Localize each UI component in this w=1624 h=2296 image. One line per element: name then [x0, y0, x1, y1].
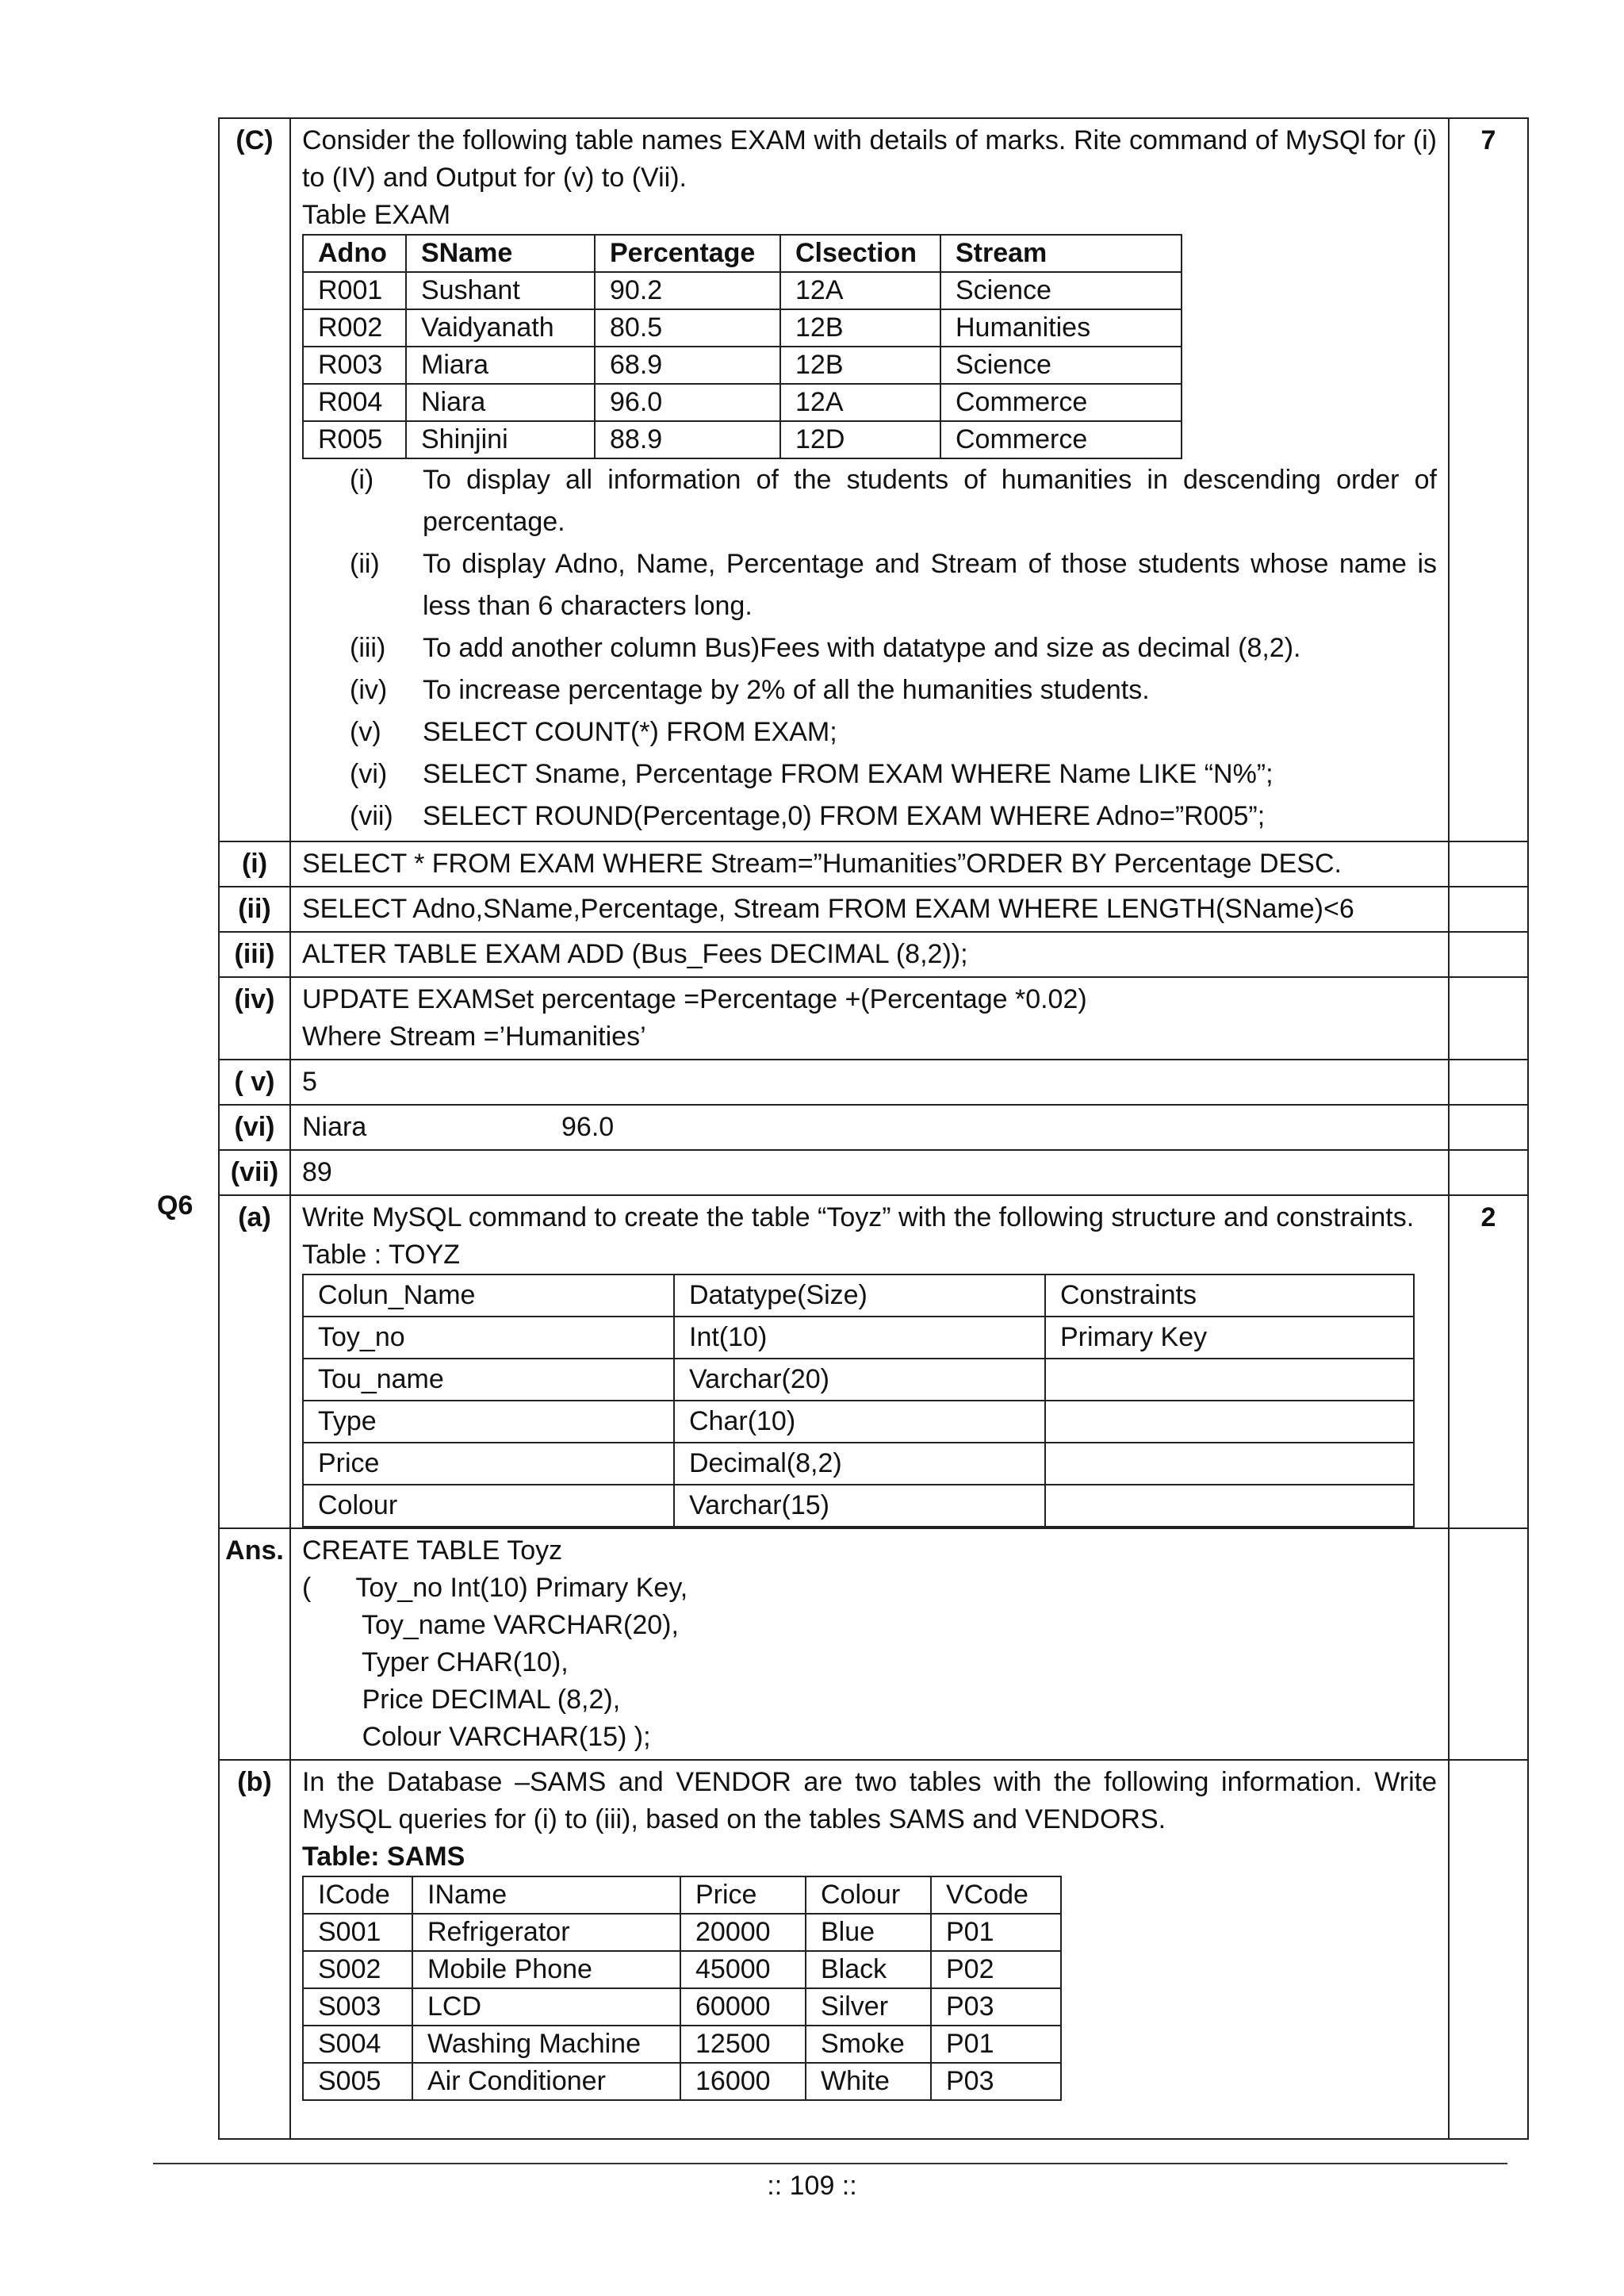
sams-cell: 60000: [680, 1988, 806, 2026]
answer-label: ( v): [219, 1060, 290, 1105]
toyz-cell: Varchar(15): [674, 1485, 1045, 1527]
exam-cell: 96.0: [595, 384, 780, 421]
table-row: [303, 2063, 1061, 2100]
part-a-label: (a): [219, 1195, 290, 1528]
table-row: [303, 1988, 1061, 2026]
part-a-answer-content: [290, 1528, 1449, 1760]
sub-question-number: (ii): [350, 549, 380, 579]
sub-question-number: (vi): [350, 759, 388, 789]
question-number: Q6: [157, 1190, 193, 1221]
sams-cell: Smoke: [806, 2026, 931, 2063]
sams-cell: Refrigerator: [412, 1914, 680, 1951]
answer-marks: [1449, 1150, 1528, 1195]
toyz-cell: Char(10): [674, 1401, 1045, 1443]
exam-cell: 12A: [780, 384, 940, 421]
answer-row: [219, 977, 1528, 1060]
answer-text: ALTER TABLE EXAM ADD (Bus_Fees DECIMAL (8,2));: [290, 932, 1449, 977]
exam-table-title: Table EXAM: [302, 200, 451, 230]
table-row: [303, 1401, 1414, 1443]
sams-cell: Silver: [806, 1988, 931, 2026]
answer-label: (ii): [219, 887, 290, 932]
sams-header-cell: VCode: [931, 1876, 1061, 1914]
sub-question-text: To add another column Bus)Fees with datatype and size as decimal (8,2).: [423, 633, 1301, 663]
answer-content: [290, 1105, 1449, 1150]
exam-cell: Commerce: [940, 384, 1182, 421]
toyz-cell: Type: [303, 1401, 674, 1443]
toyz-header-cell: Datatype(Size): [674, 1274, 1045, 1317]
answer-row: [219, 932, 1528, 977]
answer-content: [290, 977, 1449, 1060]
exam-header-cell: Stream: [940, 235, 1182, 272]
sams-cell: 45000: [680, 1951, 806, 1988]
sams-cell: Black: [806, 1951, 931, 1988]
answer-row: [219, 1060, 1528, 1105]
exam-header-cell: Clsection: [780, 235, 940, 272]
table-row: [303, 1914, 1061, 1951]
code-line: ( Toy_no Int(10) Primary Key,: [302, 1573, 688, 1603]
sub-question-number: (vii): [350, 801, 393, 831]
sams-cell: P02: [931, 1951, 1061, 1988]
toyz-cell: Toy_no: [303, 1317, 674, 1359]
sams-table-header: [303, 1876, 1061, 1914]
sams-header-cell: Colour: [806, 1876, 931, 1914]
table-row: [303, 421, 1182, 458]
toyz-cell: Varchar(20): [674, 1359, 1045, 1401]
table-row: [303, 384, 1182, 421]
table-row: [303, 1359, 1414, 1401]
toyz-table-title: Table : TOYZ: [302, 1240, 461, 1270]
sams-cell: S004: [303, 2026, 412, 2063]
toyz-cell: Price: [303, 1443, 674, 1485]
answer-label: (iii): [219, 932, 290, 977]
exam-table-header: [303, 235, 1182, 272]
sams-cell: LCD: [412, 1988, 680, 2026]
part-b-label: (b): [219, 1760, 290, 2139]
sams-header-cell: IName: [412, 1876, 680, 1914]
sams-header-cell: Price: [680, 1876, 806, 1914]
part-c-intro: Consider the following table names EXAM with details of marks. Rite command of MySQl for (i) to (IV) and Output for (v) to (Vii).: [302, 125, 1437, 193]
sub-question-text: To display all information of the students of humanities in descending order of percentage.: [423, 465, 1437, 537]
sub-question-number: (v): [350, 717, 381, 747]
toyz-header-cell: Colun_Name: [303, 1274, 674, 1317]
sub-question-text: SELECT ROUND(Percentage,0) FROM EXAM WHERE Adno=”R005”;: [423, 801, 1266, 831]
sams-cell: 20000: [680, 1914, 806, 1951]
sams-cell: S001: [303, 1914, 412, 1951]
answer-row: [219, 1150, 1528, 1195]
sub-question-text: To display Adno, Name, Percentage and Stream of those students whose name is less than 6 characters long.: [423, 549, 1437, 621]
exam-cell: 12A: [780, 272, 940, 309]
part-a-intro: Write MySQL command to create the table “Toyz” with the following structure and constraints.: [302, 1202, 1415, 1232]
exam-cell: Miara: [406, 347, 595, 384]
part-c-label: (C): [219, 118, 290, 841]
answer-text: Niara: [302, 1112, 367, 1142]
sams-cell: 12500: [680, 2026, 806, 2063]
exam-table: [302, 234, 1182, 459]
list-item: [350, 711, 1437, 753]
part-b-marks: [1449, 1760, 1528, 2139]
code-line: Colour VARCHAR(15) );: [302, 1722, 651, 1752]
sams-cell: P03: [931, 1988, 1061, 2026]
exam-header-cell: Percentage: [595, 235, 780, 272]
exam-cell: Commerce: [940, 421, 1182, 458]
sams-cell: P01: [931, 1914, 1061, 1951]
code-line: CREATE TABLE Toyz: [302, 1535, 563, 1566]
answer-text: SELECT * FROM EXAM WHERE Stream=”Humanities”ORDER BY Percentage DESC.: [290, 841, 1449, 887]
sams-cell: P03: [931, 2063, 1061, 2100]
part-a-row: [219, 1195, 1528, 1528]
exam-cell: Humanities: [940, 309, 1182, 347]
sams-table: [302, 1876, 1062, 2101]
table-row: [303, 347, 1182, 384]
table-row: [303, 1443, 1414, 1485]
toyz-cell: Int(10): [674, 1317, 1045, 1359]
toyz-cell: Colour: [303, 1485, 674, 1527]
sams-cell: 16000: [680, 2063, 806, 2100]
part-a-answer-row: [219, 1528, 1528, 1760]
part-b-row: [219, 1760, 1528, 2139]
exam-cell: 12D: [780, 421, 940, 458]
answer-marks: [1449, 977, 1528, 1060]
toyz-cell: [1045, 1443, 1414, 1485]
sams-cell: P01: [931, 2026, 1061, 2063]
answer-text: 89: [290, 1150, 1449, 1195]
exam-cell: Sushant: [406, 272, 595, 309]
exam-cell: 12B: [780, 309, 940, 347]
table-row: [303, 1317, 1414, 1359]
exam-header-cell: SName: [406, 235, 595, 272]
answer-text: 5: [290, 1060, 1449, 1105]
list-item: [350, 669, 1437, 711]
sub-question-text: SELECT COUNT(*) FROM EXAM;: [423, 717, 837, 747]
table-row: [303, 309, 1182, 347]
list-item: [350, 627, 1437, 669]
sub-question-number: (iii): [350, 633, 386, 663]
exam-cell: 12B: [780, 347, 940, 384]
exam-cell: 88.9: [595, 421, 780, 458]
part-a-marks: 2: [1449, 1195, 1528, 1528]
table-row: [303, 272, 1182, 309]
exam-cell: Science: [940, 272, 1182, 309]
answer-label: (vii): [219, 1150, 290, 1195]
answer-row: [219, 887, 1528, 932]
answer-marks: [1449, 932, 1528, 977]
table-row: [303, 1485, 1414, 1527]
answer-label: (iv): [219, 977, 290, 1060]
code-line: Typer CHAR(10),: [302, 1647, 569, 1677]
sams-cell: S005: [303, 2063, 412, 2100]
sams-cell: Air Conditioner: [412, 2063, 680, 2100]
sub-question-number: (iv): [350, 675, 388, 705]
answer-marks: [1449, 841, 1528, 887]
exam-cell: Vaidyanath: [406, 309, 595, 347]
footer-divider: [153, 2163, 1507, 2164]
toyz-table: [302, 1274, 1415, 1527]
sams-cell: Mobile Phone: [412, 1951, 680, 1988]
part-c-content: [290, 118, 1449, 841]
toyz-cell: [1045, 1485, 1414, 1527]
answer-value: 96.0: [561, 1112, 615, 1142]
answer-text: UPDATE EXAMSet percentage =Percentage +(Percentage *0.02): [302, 984, 1087, 1014]
sams-cell: White: [806, 2063, 931, 2100]
sams-table-title: Table: SAMS: [302, 1842, 465, 1872]
exam-cell: 68.9: [595, 347, 780, 384]
sams-cell: Blue: [806, 1914, 931, 1951]
part-a-answer-marks: [1449, 1528, 1528, 1760]
part-b-content: [290, 1760, 1449, 2139]
exam-cell: R003: [303, 347, 406, 384]
table-row: [303, 2026, 1061, 2063]
part-a-answer-label: Ans.: [219, 1528, 290, 1760]
answer-row: [219, 1105, 1528, 1150]
list-item: [350, 795, 1437, 838]
sams-cell: Washing Machine: [412, 2026, 680, 2063]
toyz-cell: Tou_name: [303, 1359, 674, 1401]
answer-text: Where Stream =’Humanities’: [302, 1022, 646, 1052]
answer-marks: [1449, 1060, 1528, 1105]
exam-cell: R002: [303, 309, 406, 347]
toyz-cell: Decimal(8,2): [674, 1443, 1045, 1485]
toyz-cell: [1045, 1359, 1414, 1401]
part-b-intro: In the Database –SAMS and VENDOR are two tables with the following information. Write MySQL queries for (i) to (iii), based on the tables SAMS and VENDORS.: [302, 1767, 1437, 1834]
part-a-content: [290, 1195, 1449, 1528]
answer-marks: [1449, 1105, 1528, 1150]
list-item: [350, 543, 1437, 627]
toyz-cell: [1045, 1401, 1414, 1443]
exam-header-cell: Adno: [303, 235, 406, 272]
sams-header-cell: ICode: [303, 1876, 412, 1914]
sub-question-text: To increase percentage by 2% of all the humanities students.: [423, 675, 1150, 705]
part-c-marks: 7: [1449, 118, 1528, 841]
part-c-row: [219, 118, 1528, 841]
exam-cell: 90.2: [595, 272, 780, 309]
answer-text: SELECT Adno,SName,Percentage, Stream FROM EXAM WHERE LENGTH(SName)<6: [290, 887, 1449, 932]
sams-cell: S002: [303, 1951, 412, 1988]
exam-cell: R005: [303, 421, 406, 458]
exam-cell: Science: [940, 347, 1182, 384]
part-c-question-list: [302, 459, 1437, 838]
page-number: :: 109 ::: [767, 2171, 857, 2201]
toyz-cell: Primary Key: [1045, 1317, 1414, 1359]
list-item: [350, 753, 1437, 795]
list-item: [350, 459, 1437, 543]
answer-label: (i): [219, 841, 290, 887]
exam-cell: 80.5: [595, 309, 780, 347]
answer-label: (vi): [219, 1105, 290, 1150]
answer-row: [219, 841, 1528, 887]
exam-cell: Niara: [406, 384, 595, 421]
question-table: [218, 117, 1529, 2140]
sams-cell: S003: [303, 1988, 412, 2026]
code-line: Price DECIMAL (8,2),: [302, 1685, 621, 1715]
table-row: [303, 1951, 1061, 1988]
sub-question-number: (i): [350, 465, 374, 495]
code-line: Toy_name VARCHAR(20),: [302, 1610, 679, 1640]
answer-marks: [1449, 887, 1528, 932]
exam-cell: R001: [303, 272, 406, 309]
toyz-header-cell: Constraints: [1045, 1274, 1414, 1317]
exam-cell: Shinjini: [406, 421, 595, 458]
toyz-table-header: [303, 1274, 1414, 1317]
exam-cell: R004: [303, 384, 406, 421]
sub-question-text: SELECT Sname, Percentage FROM EXAM WHERE Name LIKE “N%”;: [423, 759, 1274, 789]
